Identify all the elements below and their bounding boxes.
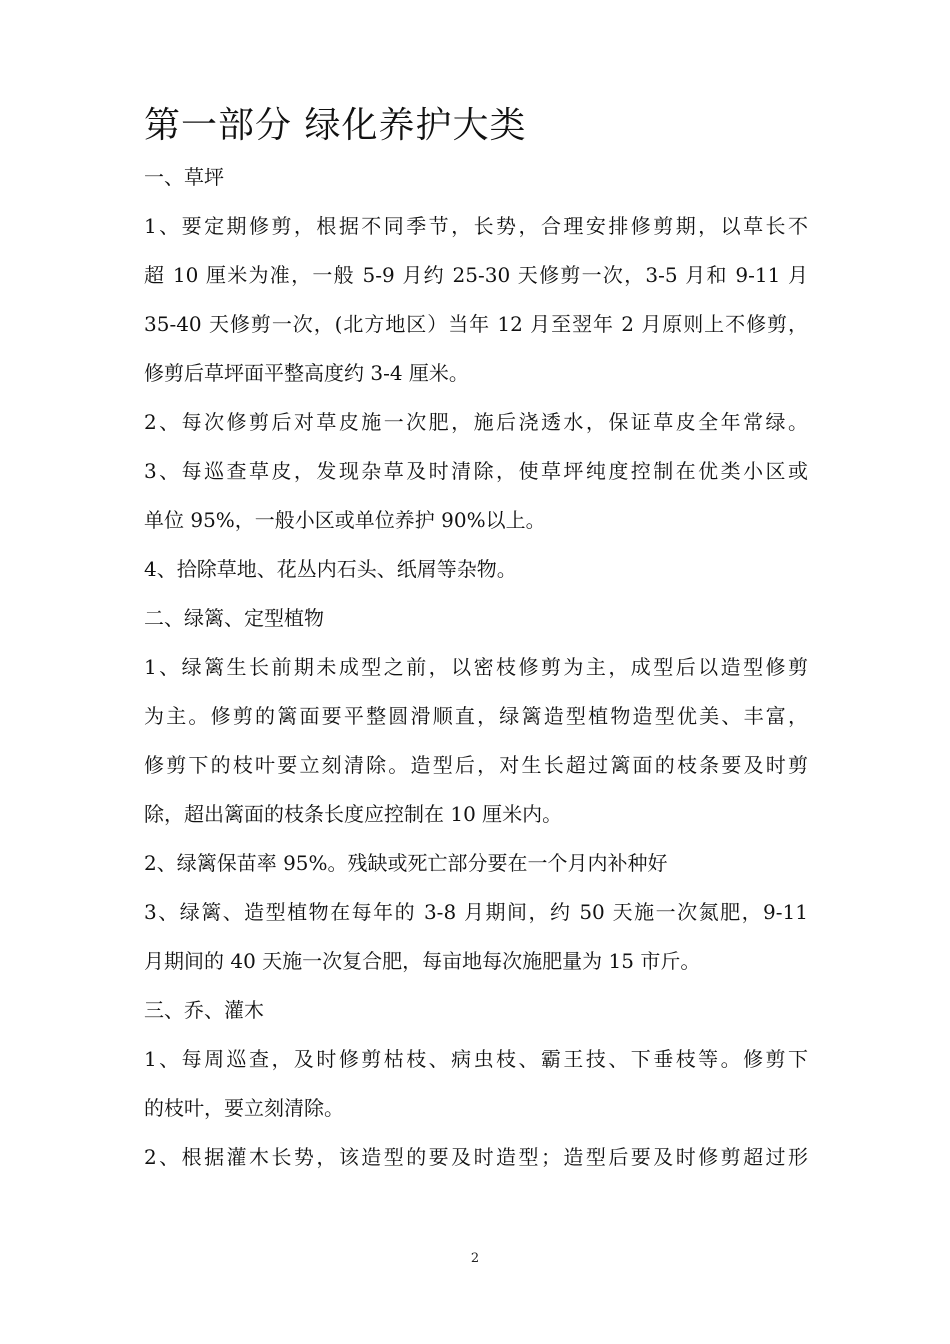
text-line: 超 10 厘米为准，一般 5-9 月约 25-30 天修剪一次，3-5 月和 9-11 月	[144, 263, 808, 287]
text-line: 为主。修剪的篱面要平整圆滑顺直，绿篱造型植物造型优美、丰富，	[144, 704, 808, 728]
text-line: 3、绿篱、造型植物在每年的 3-8 月期间，约 50 天施一次氮肥，9-11	[144, 900, 808, 924]
text-line: 三、乔、灌木	[144, 998, 264, 1022]
text-line: 35-40 天修剪一次，(北方地区）当年 12 月至翌年 2 月原则上不修剪，	[144, 312, 808, 336]
text-line: 修剪下的枝叶要立刻清除。造型后，对生长超过篱面的枝条要及时剪	[144, 753, 808, 777]
text-line: 4、拾除草地、花丛内石头、纸屑等杂物。	[144, 557, 517, 581]
text-line: 1、要定期修剪，根据不同季节，长势，合理安排修剪期，以草长不	[144, 214, 808, 238]
body-text	[144, 161, 808, 1173]
document-title: 第一部分 绿化养护大类	[144, 105, 527, 146]
text-line: 2、根据灌木长势，该造型的要及时造型；造型后要及时修剪超过形	[144, 1145, 808, 1169]
text-line: 一、草坪	[144, 165, 224, 189]
text-line: 1、每周巡查，及时修剪枯枝、病虫枝、霸王技、下垂枝等。修剪下	[144, 1047, 808, 1071]
text-line: 1、绿篱生长前期未成型之前，以密枝修剪为主，成型后以造型修剪	[144, 655, 808, 679]
text-line: 的枝叶，要立刻清除。	[144, 1096, 344, 1120]
text-line: 修剪后草坪面平整高度约 3-4 厘米。	[144, 361, 469, 385]
text-line: 3、每巡查草皮，发现杂草及时清除，使草坪纯度控制在优类小区或	[144, 459, 808, 483]
document-body	[144, 102, 808, 1190]
text-line: 月期间的 40 天施一次复合肥，每亩地每次施肥量为 15 市斤。	[144, 949, 701, 973]
text-line: 二、绿篱、定型植物	[144, 606, 324, 630]
text-line: 2、绿篱保苗率 95%。残缺或死亡部分要在一个月内补种好	[144, 851, 668, 875]
text-line: 单位 95%，一般小区或单位养护 90%以上。	[144, 508, 546, 532]
page-number: 2	[470, 1251, 480, 1266]
text-line: 除，超出篱面的枝条长度应控制在 10 厘米内。	[144, 802, 563, 826]
text-line: 2、每次修剪后对草皮施一次肥，施后浇透水，保证草皮全年常绿。	[144, 410, 808, 434]
